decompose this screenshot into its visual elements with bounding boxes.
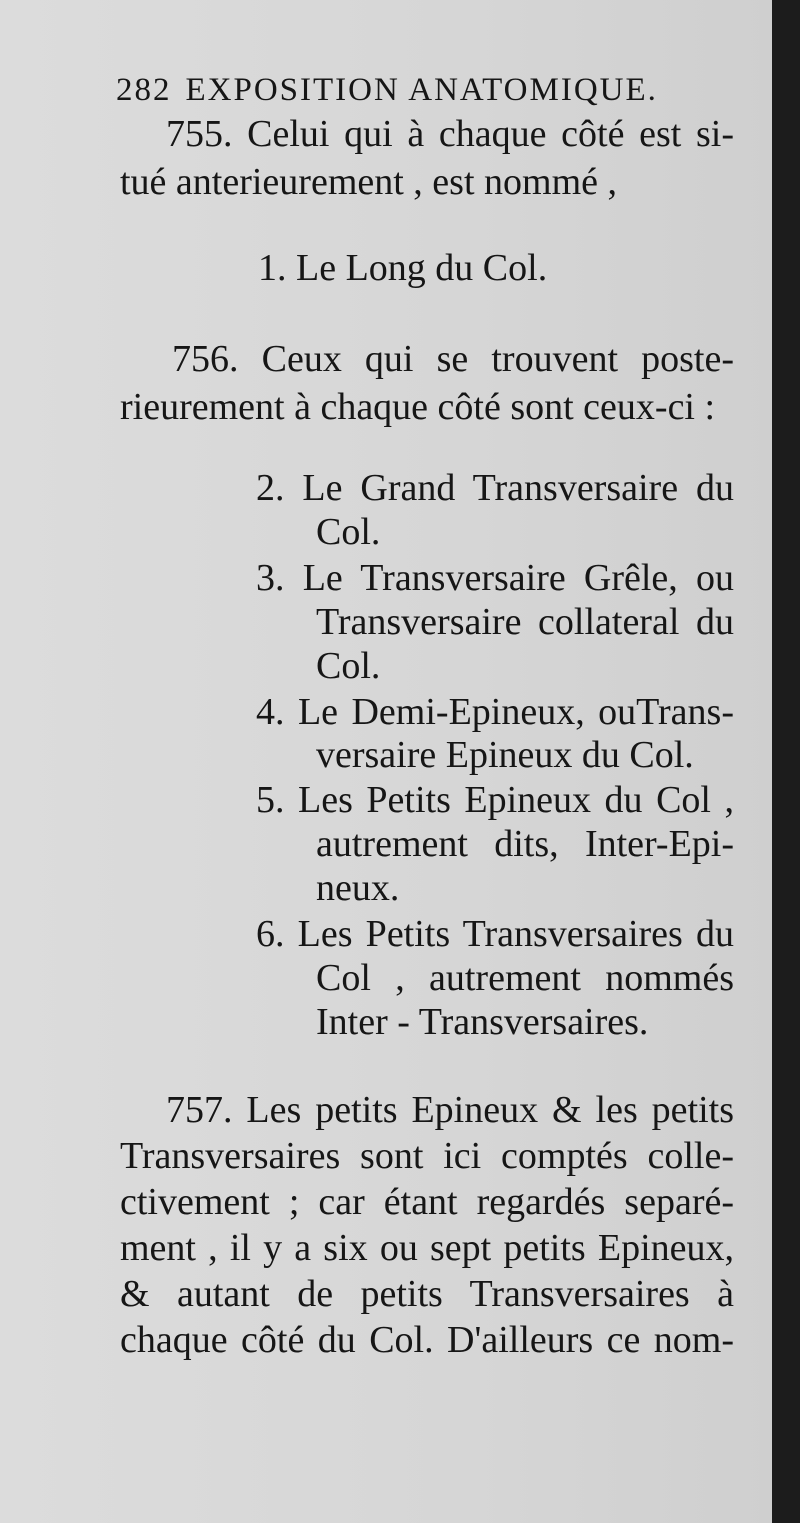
list-item-5-line-3: neux. <box>316 867 400 909</box>
running-title: EXPOSITION ANATOMIQUE. <box>185 72 658 108</box>
running-head <box>116 72 658 109</box>
paragraph-757-line-3: ctivement ; car étant regardés separé- <box>120 1181 734 1223</box>
list-item-6-line-1: 6. Les Petits Transversaires du <box>256 913 734 955</box>
list-item-5-line-1: 5. Les Petits Epineux du Col , <box>256 779 734 821</box>
paragraph-757-line-4: ment , il y a six ou sept petits Epineux, <box>120 1227 734 1269</box>
paragraph-757-line-1: 757. Les petits Epineux & les petits <box>166 1089 734 1131</box>
paragraph-757-line-6: chaque côté du Col. D'ailleurs ce nom- <box>120 1319 734 1361</box>
page-number: 282 <box>116 72 172 108</box>
list-item-4-line-2: versaire Epineux du Col. <box>316 734 694 776</box>
list-item-3-line-1: 3. Le Transversaire Grêle, ou <box>256 557 734 599</box>
list-item-3-line-2: Transversaire collateral du <box>316 601 734 643</box>
paragraph-755-line-1: 755. Celui qui à chaque côté est si- <box>166 113 734 155</box>
paragraph-757-line-2: Transversaires sont ici comptés colle- <box>120 1135 734 1177</box>
paragraph-756-line-1: 756. Ceux qui se trouvent poste- <box>172 338 734 380</box>
list-item-6-line-2: Col , autrement nommés <box>316 957 734 999</box>
list-item-3-line-3: Col. <box>316 645 381 687</box>
paragraph-756-line-2: rieurement à chaque côté sont ceux-ci : <box>120 386 716 428</box>
list-item-5-line-2: autrement dits, Inter-Epi- <box>316 823 734 865</box>
list-item-2-line-2: Col. <box>316 511 381 553</box>
paragraph-755-line-2: tué anterieurement , est nommé , <box>120 161 617 203</box>
list-item-6-line-3: Inter - Transversaires. <box>316 1001 649 1043</box>
list-item-1: 1. Le Long du Col. <box>258 247 548 289</box>
list-item-4-line-1: 4. Le Demi-Epineux, ouTrans- <box>256 691 734 733</box>
paragraph-757-line-5: & autant de petits Transversaires à <box>120 1273 734 1315</box>
list-item-2-line-1: 2. Le Grand Transversaire du <box>256 467 734 509</box>
